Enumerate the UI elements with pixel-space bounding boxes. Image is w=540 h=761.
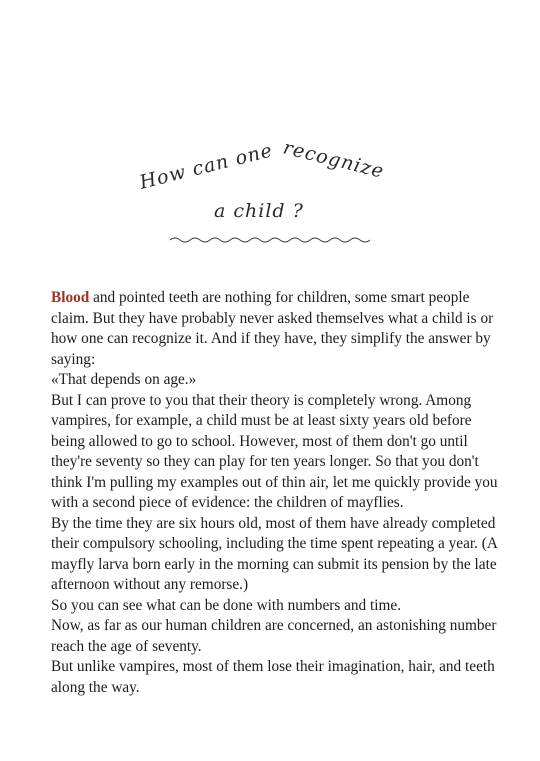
paragraph-6: Now, as far as our human children are concerned, an astonishing number reach the age of seventy. [51, 617, 497, 655]
title-line-1-text: How can one [137, 139, 276, 194]
lead-word: Blood [51, 289, 90, 306]
title-line-2: a child ? [214, 200, 304, 222]
paragraph-7: But unlike vampires, most of them lose their imagination, hair, and teeth along the way. [51, 658, 495, 696]
paragraph-2: «That depends on age.» [51, 371, 197, 388]
wavy-underline [170, 234, 370, 246]
paragraph-3: But I can prove to you that their theory is completely wrong. Among vampires, for example, a child must be at least sixty years old before being allowed to go to school. However, most of them don't go until they're seventy so they can play for ten years longer. So that you don't think I'm pulling my examples out of thin air, let me quickly provide you with a second piece of evidence: the children of mayflies. [51, 391, 498, 511]
paragraph-1 [51, 288, 501, 370]
paragraph-4: By the time they are six hours old, most of them have already completed their compulsory schooling, including the time spent repeating a year. (A mayfly larva born early in the morning can submit its pension by the late afternoon without any remorse.) [51, 514, 498, 593]
paragraph-5: So you can see what can be done with numbers and time. [51, 596, 402, 614]
paragraph-1-rest: and pointed teeth are nothing for children, some smart people claim. But they have probably never asked themselves what a child is or how one can recognize it. And if they have, they simplify the answer by saying: [51, 289, 494, 368]
title-line-1-recognize: recognize [280, 136, 386, 183]
title-line-1 [137, 112, 386, 194]
handwritten-title [130, 136, 410, 260]
body-text [51, 288, 501, 698]
